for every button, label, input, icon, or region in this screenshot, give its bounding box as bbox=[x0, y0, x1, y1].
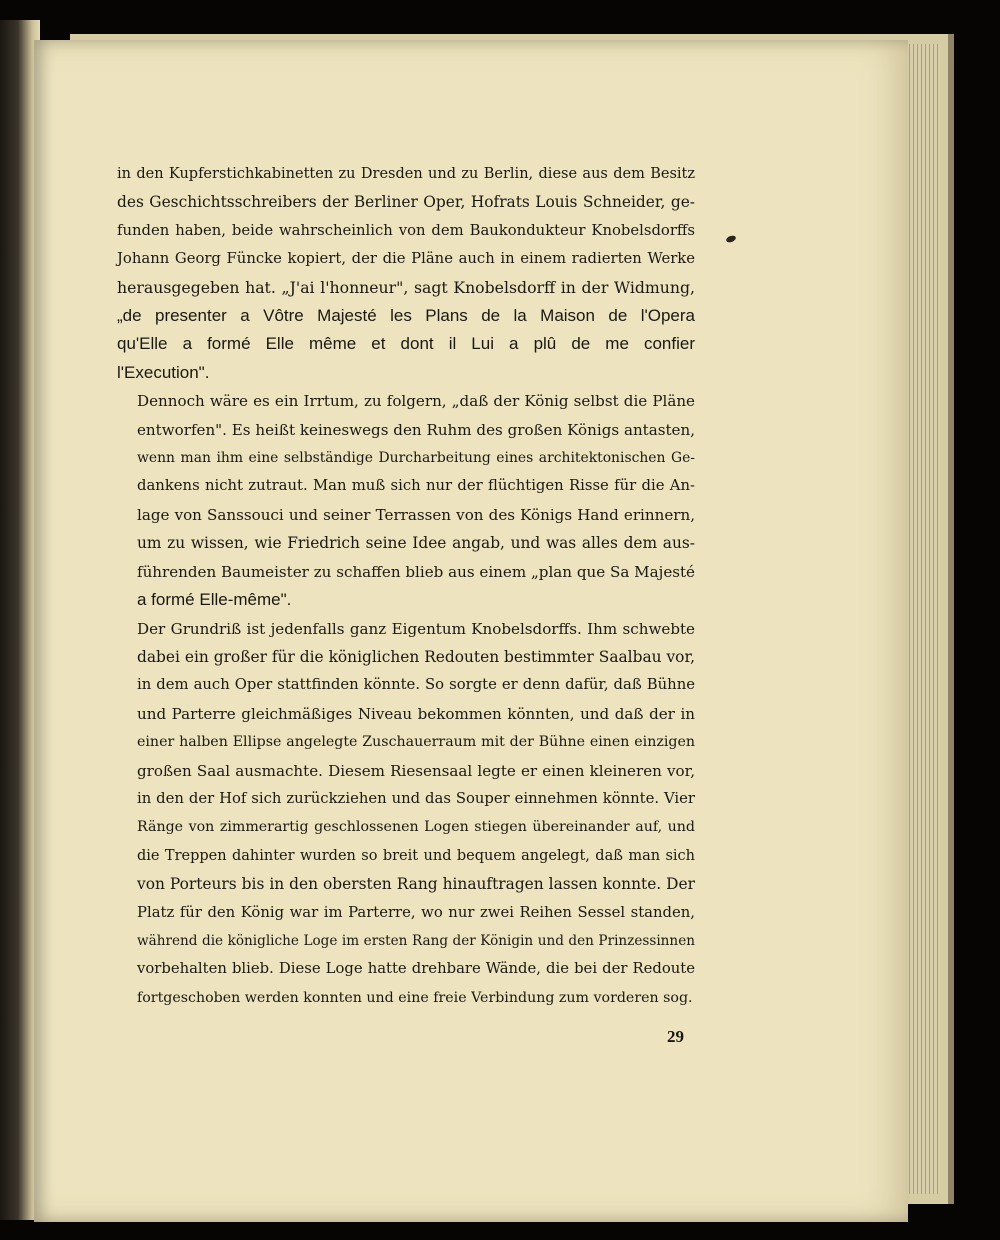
text-line: lage von Sanssouci und seiner Terrassen von des Königs Hand erinnern, bbox=[137, 505, 695, 524]
paragraph-3 bbox=[117, 615, 695, 1013]
text-line: wenn man ihm eine selbständige Durcharbeitung eines architektonischen Ge- bbox=[137, 450, 695, 467]
paragraph-2 bbox=[117, 387, 695, 614]
text-line: funden haben, beide wahrscheinlich von dem Baukondukteur Knobelsdorffs bbox=[117, 221, 695, 239]
text-line: vorbehalten blieb. Diese Loge hatte drehbare Wände, die bei der Redoute bbox=[137, 960, 695, 978]
text-line: Dennoch wäre es ein Irrtum, zu folgern, „daß der König selbst die Pläne bbox=[137, 392, 695, 411]
text-line: in den Kupferstichkabinetten zu Dresden und zu Berlin, diese aus dem Besitz bbox=[117, 166, 695, 182]
text-line: a formé Elle-même". bbox=[137, 590, 292, 610]
text-line: die Treppen dahinter wurden so breit und bequem angelegt, daß man sich bbox=[137, 847, 695, 864]
text-line: fortgeschoben werden konnten und eine freie Verbindung zum vorderen sog. bbox=[137, 989, 693, 1006]
text-line: während die königliche Loge im ersten Rang der Königin und den Prinzessinnen bbox=[137, 932, 695, 949]
text-line: entworfen". Es heißt keineswegs den Ruhm des großen Königs antasten, bbox=[137, 420, 695, 439]
text-line: in den der Hof sich zurückziehen und das Souper einnehmen könnte. Vier bbox=[137, 789, 695, 807]
text-line: dabei ein großer für die königlichen Redouten bestimmter Saalbau vor, bbox=[137, 647, 695, 666]
text-line: qu'Elle a formé Elle même et dont il Lui a plû de me confier bbox=[117, 334, 695, 354]
text-line: großen Saal ausmachte. Diesem Riesensaal legte er einen kleineren vor, bbox=[137, 761, 695, 780]
page-number: 29 bbox=[667, 1027, 684, 1046]
text-block bbox=[117, 160, 695, 1012]
text-line: des Geschichtsschreibers der Berliner Oper, Hofrats Louis Schneider, ge- bbox=[117, 193, 695, 212]
text-line: Platz für den König war im Parterre, wo nur zwei Reihen Sessel standen, bbox=[137, 903, 695, 921]
text-line: und Parterre gleichmäßiges Niveau bekommen könnten, und daß der in bbox=[137, 704, 695, 723]
page-edges bbox=[906, 44, 940, 1194]
text-line: führenden Baumeister zu schaffen blieb aus einem „plan que Sa Majesté bbox=[137, 562, 695, 581]
text-line: herausgegeben hat. „J'ai l'honneur", sagt Knobelsdorff in der Widmung, bbox=[117, 277, 695, 297]
text-line: Der Grundriß ist jedenfalls ganz Eigentum Knobelsdorffs. Ihm schwebte bbox=[137, 619, 695, 638]
text-line: um zu wissen, wie Friedrich seine Idee angab, und was alles dem aus- bbox=[137, 534, 695, 553]
text-line: l'Execution". bbox=[117, 362, 210, 382]
text-line: Johann Georg Füncke kopiert, der die Pläne auch in einem radierten Werke bbox=[117, 250, 695, 268]
text-line: dankens nicht zutraut. Man muß sich nur der flüchtigen Risse für die An- bbox=[137, 477, 695, 495]
text-line: einer halben Ellipse angelegte Zuschauerraum mit der Bühne einen einzigen bbox=[137, 734, 695, 751]
text-line: in dem auch Oper stattfinden könnte. So sorgte er denn dafür, daß Bühne bbox=[137, 676, 695, 694]
text-line: von Porteurs bis in den obersten Rang hinauftragen lassen konnte. Der bbox=[137, 875, 695, 894]
text-line: „de presenter a Vôtre Majesté les Plans de la Maison de l'Opera bbox=[117, 306, 695, 326]
paragraph-1 bbox=[117, 160, 695, 387]
text-line: Ränge von zimmerartig geschlossenen Logen stiegen übereinander auf, und bbox=[137, 819, 695, 836]
